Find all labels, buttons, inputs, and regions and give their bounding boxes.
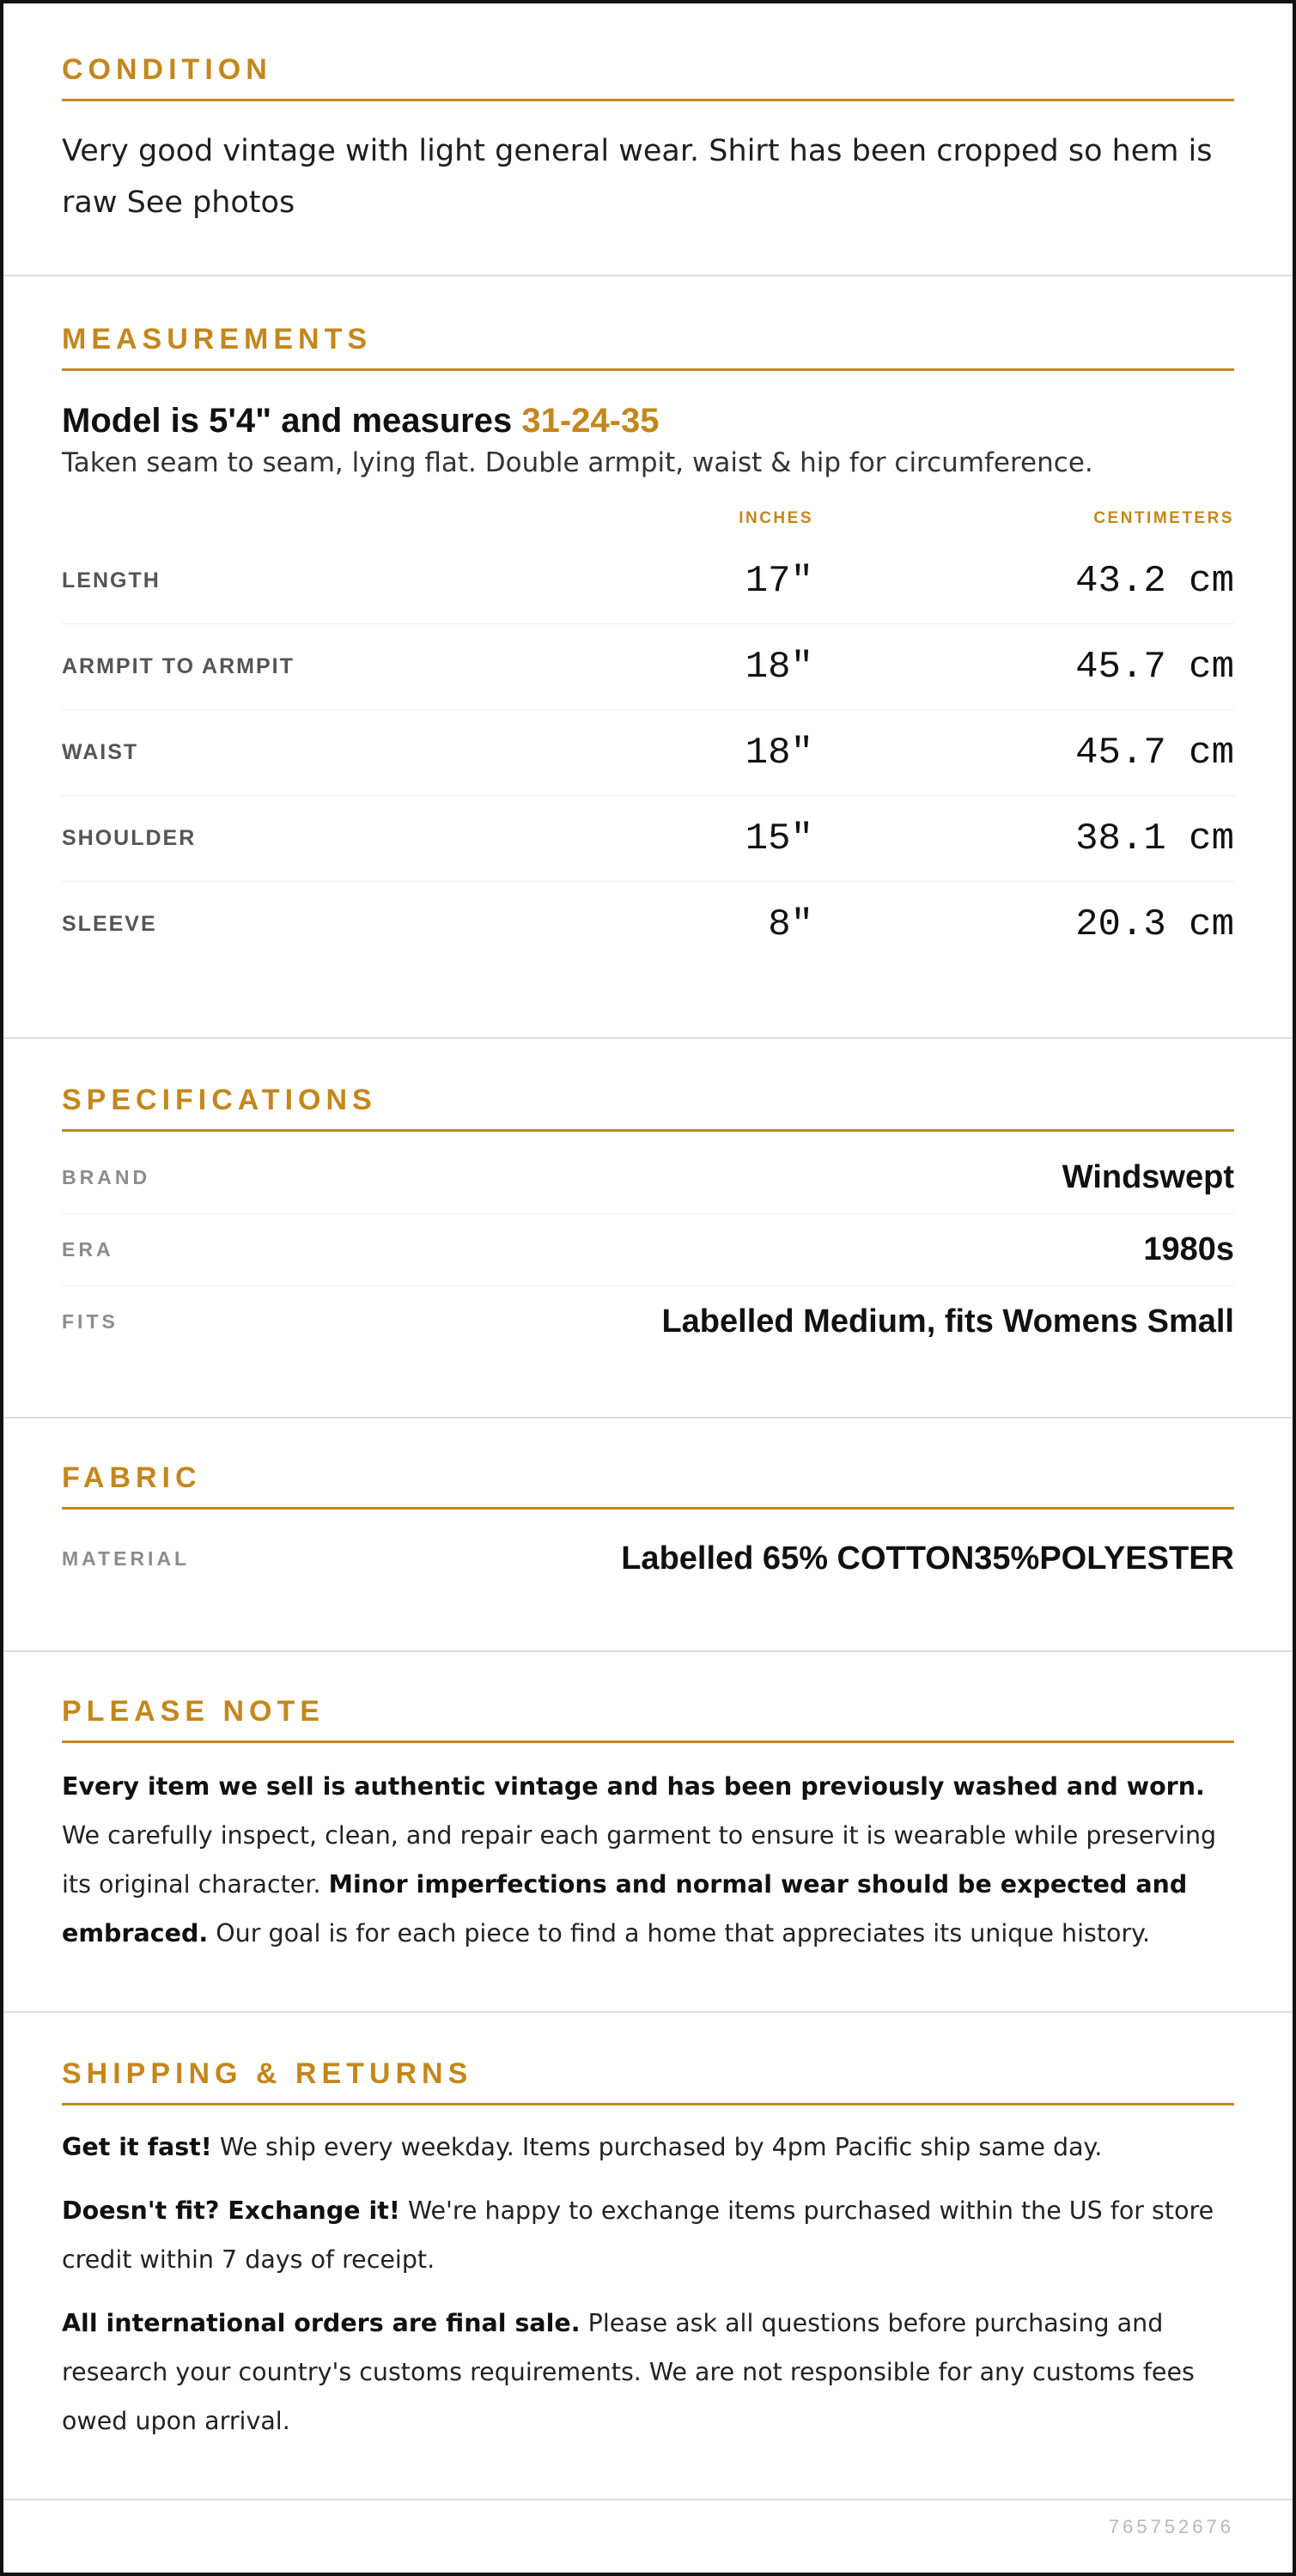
measurement-row-shoulder <box>62 796 1234 882</box>
shipping-paragraph-fast <box>62 2123 1234 2172</box>
spec-value: Windswept <box>1062 1159 1234 1195</box>
measurements-subtitle: Taken seam to seam, lying flat. Double armpit, waist & hip for circumference. <box>62 447 1093 478</box>
measurements-table <box>62 538 1234 967</box>
measurements-heading: MEASUREMENTS <box>62 323 1234 371</box>
measurements-table-header <box>62 509 1234 535</box>
shipping-section <box>3 2013 1293 2500</box>
spec-label: BRAND <box>62 1166 151 1188</box>
product-id: 765752676 <box>1108 2516 1234 2537</box>
fabric-row-material <box>62 1523 1234 1595</box>
measurement-cm: 43.2 cm <box>1075 559 1234 603</box>
shipping-exchange-text: We're happy to exchange items purchased within the US for store credit within 7 days of receipt. <box>62 2196 1214 2274</box>
model-info <box>62 402 1234 440</box>
measurements-section <box>3 276 1293 1039</box>
please-note-heading: PLEASE NOTE <box>62 1695 1234 1743</box>
shipping-exchange-bold: Doesn't fit? Exchange it! <box>62 2196 400 2225</box>
condition-section <box>3 3 1293 276</box>
fabric-heading: FABRIC <box>62 1461 1234 1510</box>
measurement-inches: 18" <box>745 731 813 775</box>
measurement-row-sleeve <box>62 882 1234 967</box>
measurement-cm: 45.7 cm <box>1075 645 1234 689</box>
measurement-label: LENGTH <box>62 568 161 592</box>
shipping-fast-bold: Get it fast! <box>62 2133 212 2161</box>
please-note-text-2: Our goal is for each piece to find a home that appreciates its unique history. <box>208 1919 1151 1947</box>
measurement-inches: 15" <box>745 817 813 860</box>
condition-heading: CONDITION <box>62 53 1234 101</box>
measurement-inches: 8" <box>768 902 813 946</box>
shipping-international-bold: All international orders are final sale. <box>62 2309 581 2337</box>
shipping-heading: SHIPPING & RETURNS <box>62 2057 1234 2105</box>
model-info-prefix: Model is 5'4" and measures <box>62 402 522 440</box>
spec-label: ERA <box>62 1238 114 1261</box>
shipping-paragraph-international <box>62 2299 1234 2445</box>
measurement-cm: 20.3 cm <box>1075 902 1234 946</box>
measurement-label: ARMPIT TO ARMPIT <box>62 654 295 678</box>
fabric-label: MATERIAL <box>62 1547 191 1570</box>
measurement-inches: 17" <box>745 559 813 603</box>
measurement-label: SLEEVE <box>62 912 157 936</box>
condition-text: Very good vintage with light general wear. Shirt has been cropped so hem is raw See photos <box>62 134 1213 220</box>
fabric-list <box>62 1523 1234 1595</box>
inches-column-header: INCHES <box>739 509 813 527</box>
specifications-heading: SPECIFICATIONS <box>62 1084 1234 1132</box>
spec-label: FITS <box>62 1310 119 1333</box>
measurement-label: SHOULDER <box>62 826 197 850</box>
fabric-section <box>3 1419 1293 1652</box>
spec-value: 1980s <box>1143 1231 1234 1267</box>
spec-row-fits <box>62 1286 1234 1358</box>
shipping-paragraph-exchange <box>62 2186 1234 2284</box>
shipping-fast-text: We ship every weekday. Items purchased by 4pm Pacific ship same day. <box>211 2133 1103 2161</box>
model-measures: 31-24-35 <box>521 402 660 440</box>
please-note-text-1: We carefully inspect, clean, and repair each garment to ensure it is wearable while preserving its original character. <box>62 1821 1217 1899</box>
measurement-inches: 18" <box>745 645 813 689</box>
spec-row-brand <box>62 1142 1234 1214</box>
please-note-bold-1: Every item we sell is authentic vintage and has been previously washed and worn. <box>62 1772 1205 1801</box>
measurement-cm: 45.7 cm <box>1075 731 1234 775</box>
please-note-text <box>62 1762 1234 1958</box>
measurement-row-length <box>62 538 1234 624</box>
measurement-label: WAIST <box>62 740 139 764</box>
please-note-bold-2: Minor imperfections and normal wear should be expected and embraced. <box>62 1870 1188 1947</box>
measurement-row-waist <box>62 710 1234 796</box>
specifications-list <box>62 1142 1234 1358</box>
measurement-cm: 38.1 cm <box>1075 817 1234 860</box>
please-note-section <box>3 1652 1293 2013</box>
centimeters-column-header: CENTIMETERS <box>1093 509 1234 527</box>
specifications-section <box>3 1039 1293 1419</box>
shipping-international-text: Please ask all questions before purchasing and research your country's customs requirements. We are not responsible for any customs fees owed upon arrival. <box>62 2309 1195 2435</box>
spec-value: Labelled Medium, fits Womens Small <box>661 1303 1234 1340</box>
spec-row-era <box>62 1214 1234 1286</box>
measurement-row-armpit <box>62 624 1234 710</box>
fabric-value: Labelled 65% COTTON35%POLYESTER <box>621 1540 1234 1577</box>
